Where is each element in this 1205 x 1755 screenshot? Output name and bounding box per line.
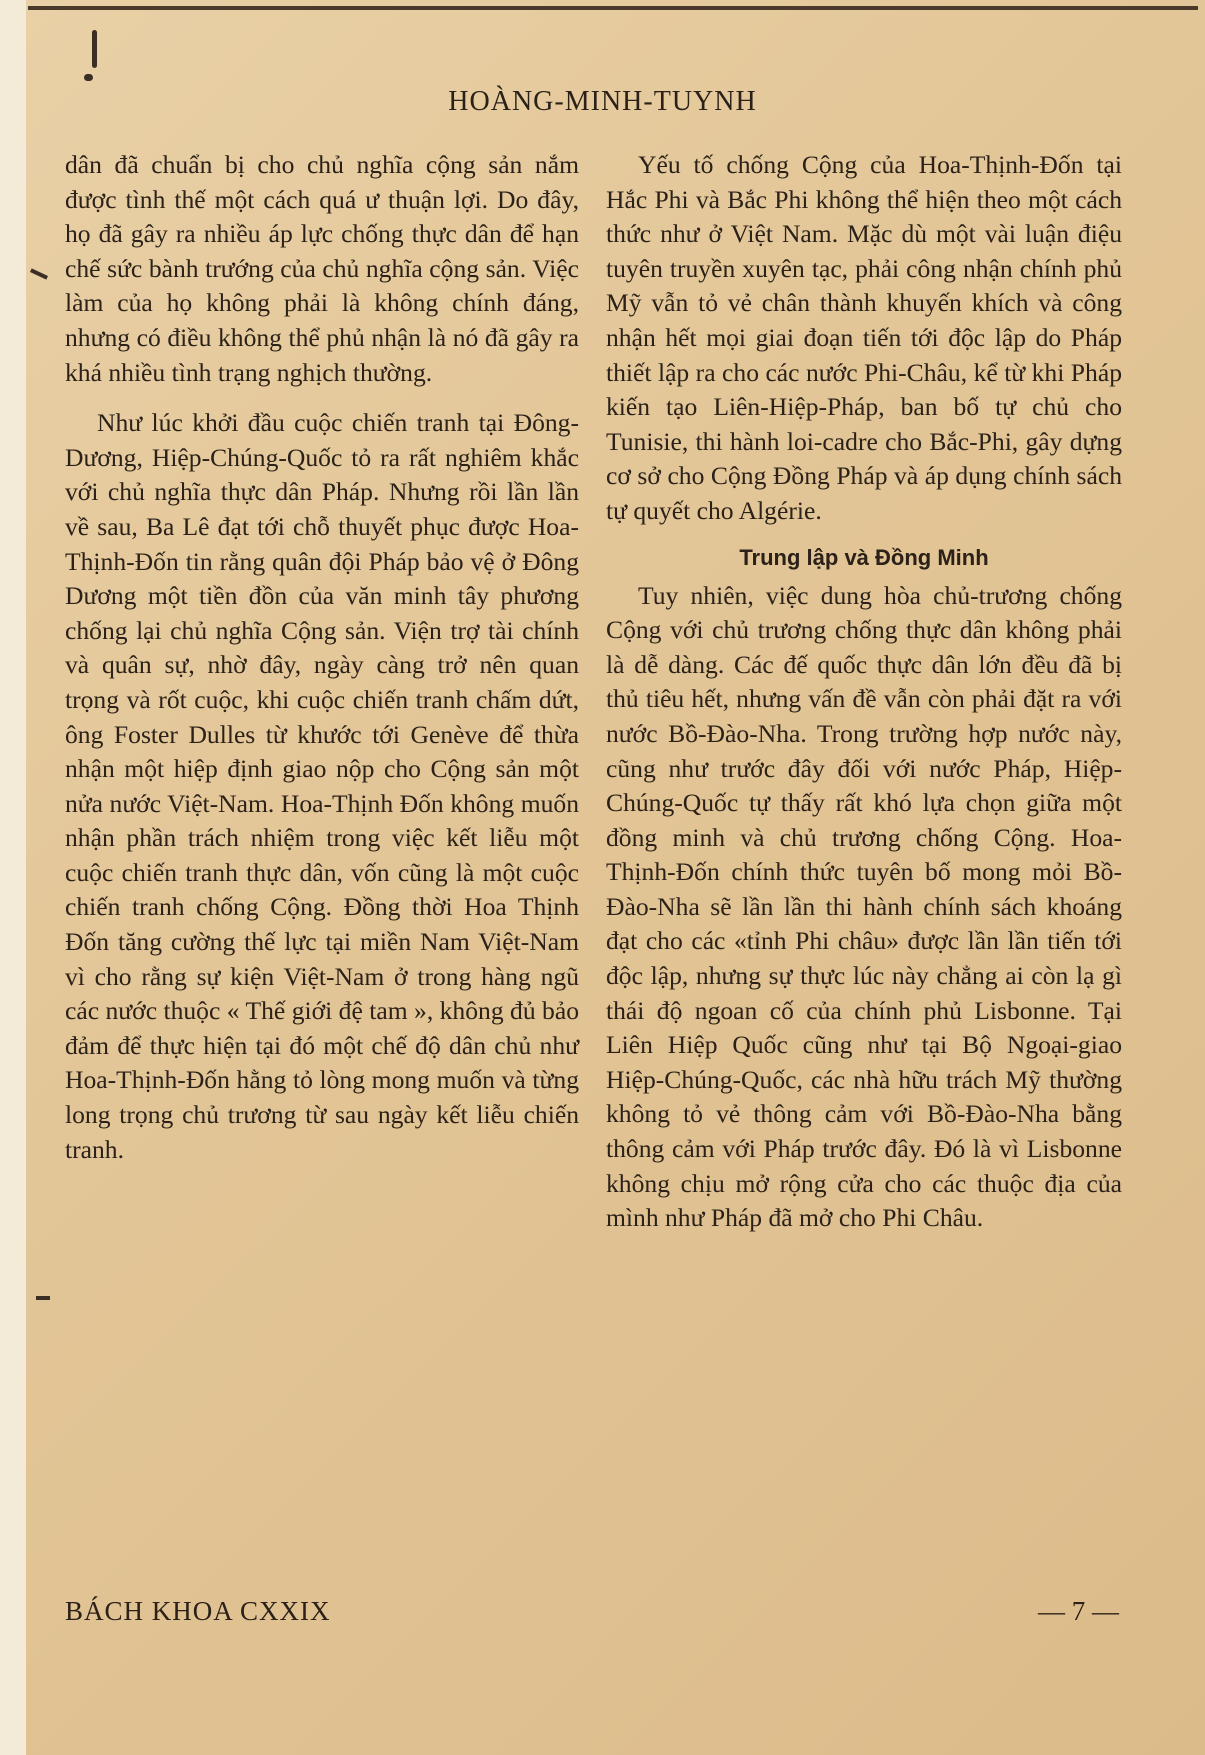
ink-mark [30, 268, 48, 279]
publication-footer: BÁCH KHOA CXXIX [65, 1596, 331, 1626]
body-paragraph: Tuy nhiên, việc dung hòa chủ-trương chống Cộng với chủ trương chống thực dân không phải là dễ dàng. Các đế quốc thực dân lớn đều đã bị thủ tiêu hết, nhưng vấn đề vẫn còn phải đặt ra với nước Bồ-Đào-Nha. Trong trường hợp nước này, cũng như trước đây đối với nước Pháp, Hiệp-Chúng-Quốc tự thấy rất khó lựa chọn giữa một đồng minh và chủ trương chống Cộng. Hoa-Thịnh-Đốn chính thức tuyên bố mong mỏi Bồ-Đào-Nha sẽ lần lần thi hành chính sách khoáng đạt cho các «tỉnh Phi châu» được lần lần tiến tới độc lập, nhưng sự thực lúc này chẳng ai còn lạ gì thái độ ngoan cố của chính phủ Lisbonne. Tại Liên Hiệp Quốc cũng như tại Bộ Ngoại-giao Hiệp-Chúng-Quốc, các nhà hữu trách Mỹ thường không tỏ vẻ thông cảm với Bồ-Đào-Nha bằng thông cảm với Pháp trước đây. Đó là vì Lisbonne không chịu mở rộng cửa cho các thuộc địa của mình như Pháp đã mở cho Phi Châu. [606, 580, 1122, 1233]
body-paragraph: Như lúc khởi đầu cuộc chiến tranh tại Đông-Dương, Hiệp-Chúng-Quốc tỏ ra rất nghiêm khắc với chủ nghĩa thực dân Pháp. Nhưng rồi lần lần về sau, Ba Lê đạt tới chỗ thuyết phục được Hoa-Thịnh-Đốn tin rằng quân đội Pháp bảo vệ ở Đông Dương một tiền đồn của văn minh tây phương chống lại chủ nghĩa Cộng sản. Viện trợ tài chính và quân sự, nhờ đây, ngày càng trở nên quan trọng và rốt cuộc, khi cuộc chiến tranh chấm dứt, ông Foster Dulles từ khước tới Genève để thừa nhận một hiệp định giao nộp cho Cộng sản một nửa nước Việt-Nam. Hoa-Thịnh Đốn không muốn nhận phần trách nhiệm trong việc kết liễu một cuộc chiến tranh thực dân, vốn cũng là một cuộc chiến tranh chống Cộng. Đồng thời Hoa Thịnh Đốn tăng cường thế lực tại miền Nam Việt-Nam vì cho rằng sự kiện Việt-Nam ở trong hàng ngũ các nước thuộc « Thế giới đệ tam », không đủ bảo đảm để thực hiện tại đó một chế độ dân chủ như Hoa-Thịnh-Đốn hằng tỏ lòng mong muốn và từng long trọng chủ trương từ sau ngày kết liễu chiến tranh. [65, 408, 579, 1164]
top-border-rule [28, 6, 1198, 10]
body-paragraph: dân đã chuẩn bị cho chủ nghĩa cộng sản nắm được tình thế một cách quá ư thuận lợi. Do đây, họ đã gây ra nhiều áp lực chống thực dân để hạn chế sức bành trướng của chủ nghĩa cộng sản. Việc làm của họ không phải là không chính đáng, nhưng có điều không thể phủ nhận là nó đã gây ra khá nhiều tình trạng nghịch thường. [65, 150, 579, 387]
left-column [65, 148, 579, 1167]
right-column [606, 148, 1122, 1236]
ink-mark [92, 30, 97, 68]
ink-mark [36, 1296, 50, 1300]
page-number: — 7 — [1038, 1596, 1119, 1626]
body-paragraph: Yếu tố chống Cộng của Hoa-Thịnh-Đốn tại Hắc Phi và Bắc Phi không thể hiện theo một cách thức như ở Việt Nam. Mặc dù một vài luận điệu tuyên truyền xuyên tạc, phải công nhận chính phủ Mỹ vẫn tỏ vẻ chân thành khuyến khích và công nhận hết mọi giai đoạn tiến tới độc lập do Pháp thiết lập ra cho các nước Phi-Châu, kể từ khi Pháp kiến tạo Liên-Hiệp-Pháp, ban bố tự chủ cho Tunisie, thi hành loi-cadre cho Bắc-Phi, gây dựng cơ sở cho Cộng Đồng Pháp và áp dụng chính sách tự quyết cho Algérie. [606, 150, 1122, 525]
section-subheading: Trung lập và Đồng Minh [739, 544, 989, 570]
ink-mark [84, 74, 93, 81]
running-header: HOÀNG-MINH-TUYNH [448, 86, 757, 117]
torn-left-margin [0, 0, 26, 1755]
